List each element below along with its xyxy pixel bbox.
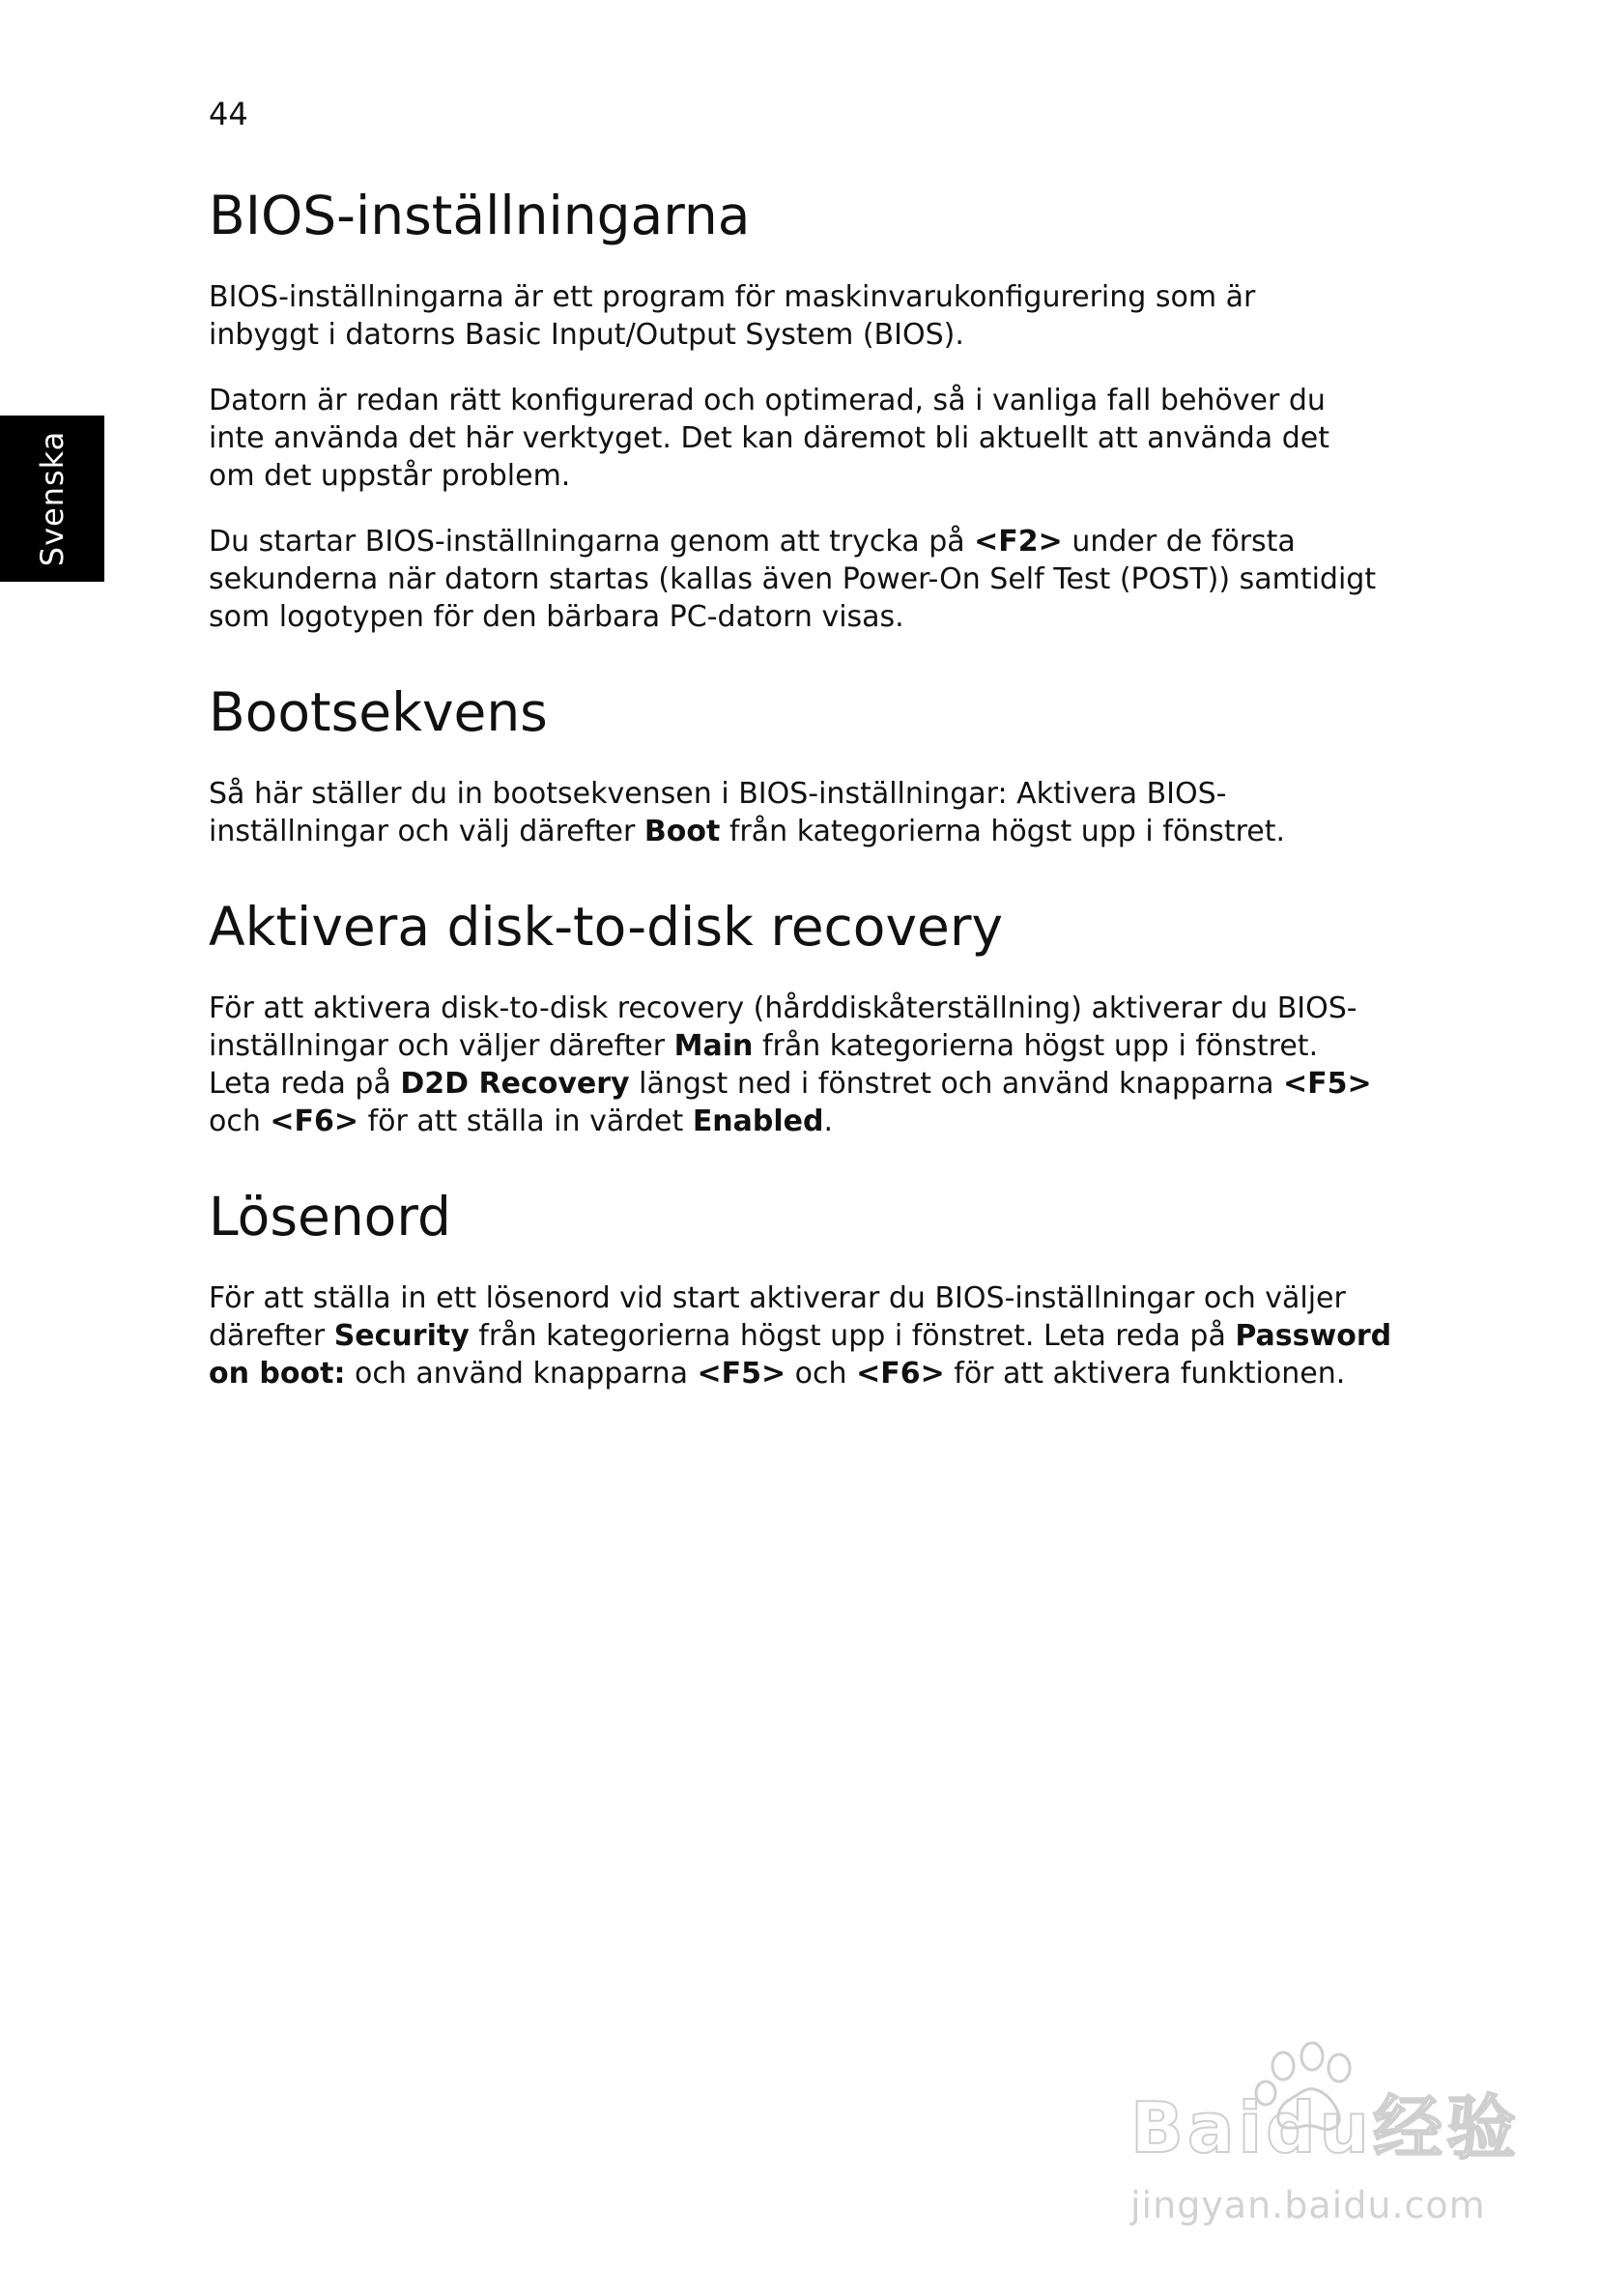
text-line (209, 813, 1397, 850)
term-password: Password (1235, 1319, 1392, 1353)
term-d2d-recovery: D2D Recovery (400, 1067, 630, 1101)
term-enabled: Enabled (692, 1105, 824, 1138)
text-line: inbyggt i datorns Basic Input/Output System (BIOS). (209, 318, 964, 352)
page-number: 44 (209, 96, 248, 132)
paragraph (209, 278, 1397, 354)
paragraph (209, 382, 1397, 495)
text-run: för att ställa in värdet (358, 1105, 693, 1138)
side-tab-label: Svenska (34, 430, 71, 567)
text-line: Så här ställer du in bootsekvensen i BIOS-inställningar: Aktivera BIOS- (209, 777, 1227, 811)
key-f5: <F5> (697, 1357, 786, 1391)
text-run: från kategorierna högst upp i fönstret. (753, 1029, 1319, 1063)
section-title-losenord: Lösenord (209, 1186, 451, 1248)
text-run: under de första (1062, 525, 1296, 559)
term-main: Main (673, 1029, 754, 1063)
text-line (209, 1103, 1397, 1140)
text-line: om det uppstår problem. (209, 459, 571, 493)
key-f6: <F6> (856, 1357, 945, 1391)
section-title-bios: BIOS-inställningarna (209, 185, 751, 246)
text-run: för att aktivera funktionen. (944, 1357, 1346, 1391)
text-line (209, 1355, 1397, 1392)
text-run: Du startar BIOS-inställningarna genom att trycka på (209, 525, 975, 559)
text-line: som logotypen för den bärbara PC-datorn visas. (209, 600, 904, 634)
paragraph (209, 775, 1397, 850)
section-title-bootsekvens: Bootsekvens (209, 681, 548, 743)
section-losenord (209, 1183, 1397, 1392)
text-run: och använd knapparna (345, 1357, 698, 1391)
page-content (209, 182, 1397, 1431)
paragraph (209, 523, 1397, 636)
text-run: från kategorierna högst upp i fönstret. (720, 815, 1286, 848)
paragraph (209, 1279, 1397, 1392)
term-on-boot: on boot: (209, 1357, 346, 1391)
text-line (209, 523, 1397, 560)
baidu-watermark (1130, 2039, 1520, 2232)
text-line: För att ställa in ett lösenord vid start aktiverar du BIOS-inställningar och väljer (209, 1281, 1346, 1315)
key-f5: <F5> (1283, 1067, 1372, 1101)
term-security: Security (333, 1319, 470, 1353)
section-bios (209, 182, 1397, 636)
text-line: sekunderna när datorn startas (kallas även Power-On Self Test (POST)) samtidigt (209, 562, 1377, 596)
term-boot: Boot (643, 815, 721, 848)
text-run: längst ned i fönstret och använd knapparna (629, 1067, 1284, 1101)
section-bootsekvens (209, 678, 1397, 850)
text-run: inställningar och väljer därefter (209, 1029, 674, 1063)
text-line (209, 1317, 1397, 1355)
text-run: . (823, 1105, 834, 1138)
text-line (209, 1027, 1397, 1065)
watermark-brand: Baidu经验 (1130, 2087, 1520, 2168)
text-line: Datorn är redan rätt konfigurerad och optimerad, så i vanliga fall behöver du (209, 384, 1326, 417)
language-side-tab (0, 416, 104, 582)
text-run: därefter (209, 1319, 334, 1353)
text-line: BIOS-inställningarna är ett program för maskinvarukonfigurering som är (209, 280, 1256, 314)
text-run: Leta reda på (209, 1067, 401, 1101)
watermark-url: jingyan.baidu.com (1130, 2184, 1486, 2226)
text-line (209, 1065, 1397, 1103)
text-run: från kategorierna högst upp i fönstret. Leta reda på (469, 1319, 1236, 1353)
text-line: inte använda det här verktyget. Det kan däremot bli aktuellt att använda det (209, 421, 1329, 455)
text-run: och (786, 1357, 857, 1391)
key-f2: <F2> (974, 525, 1063, 559)
text-run: inställningar och välj därefter (209, 815, 644, 848)
paragraph (209, 990, 1397, 1140)
section-d2d-recovery (209, 893, 1397, 1140)
section-title-d2d-recovery: Aktivera disk-to-disk recovery (209, 896, 1003, 958)
text-line: För att aktivera disk-to-disk recovery (hårddiskåterställning) aktiverar du BIOS- (209, 991, 1357, 1025)
text-run: och (209, 1105, 271, 1138)
key-f6: <F6> (270, 1105, 359, 1138)
